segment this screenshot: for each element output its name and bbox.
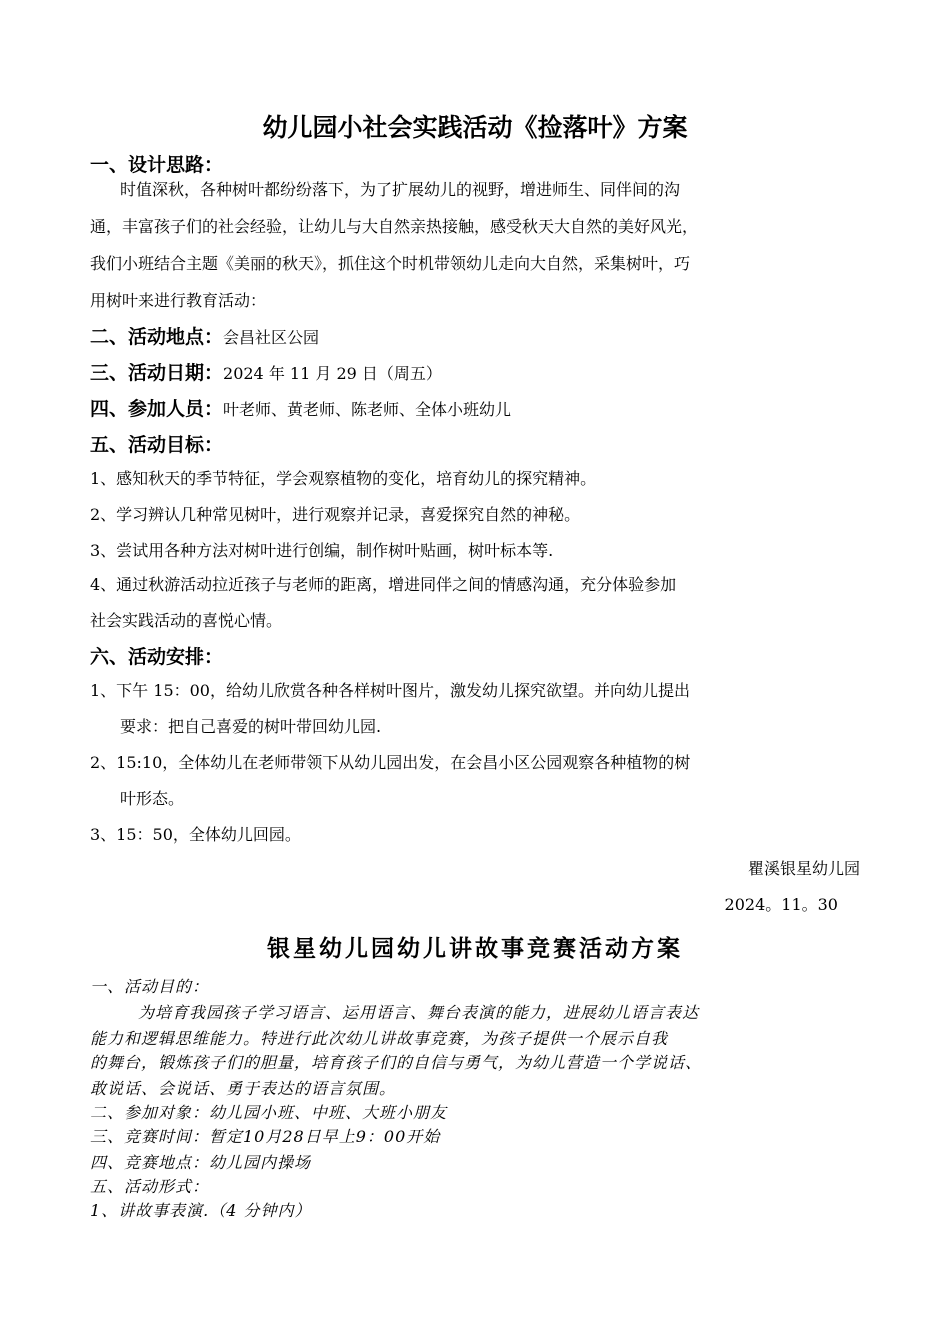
goal-item: 4、通过秋游活动拉近孩子与老师的距离，增进同伴之间的情感沟通，充分体验参加	[90, 575, 677, 594]
location-value: 会昌社区公园	[223, 328, 320, 347]
section-date	[90, 358, 442, 385]
section-location	[90, 322, 319, 349]
arrangement-item-continued: 叶形态。	[120, 789, 185, 808]
section-participants	[90, 394, 511, 421]
participants-value: 叶老师、黄老师、陈老师、全体小班幼儿	[223, 400, 512, 419]
arrangement-item-continued: 要求：把自己喜爱的树叶带回幼儿园.	[120, 717, 382, 736]
doc2-line: 为培育我园孩子学习语言、运用语言、舞台表演的能力，进展幼儿语言表达	[138, 1003, 700, 1022]
doc2-line: 1、讲故事表演.（4 分钟内）	[90, 1201, 312, 1220]
doc2-line: 四、竞赛地点：幼儿园内操场	[90, 1153, 312, 1172]
doc2-line: 三、竞赛时间：暂定10月28日早上9：00开始	[90, 1127, 441, 1146]
doc2-line: 敢说话、会说话、勇于表达的语言氛围。	[90, 1079, 397, 1098]
signature-organization: 瞿溪银星幼儿园	[747, 859, 860, 878]
design-paragraph-line: 时值深秋，各种树叶都纷纷落下，为了扩展幼儿的视野，增进师生、同伴间的沟	[120, 180, 681, 199]
design-paragraph-line: 用树叶来进行教育活动：	[90, 291, 267, 310]
doc2-line: 的舞台，锻炼孩子们的胆量，培育孩子们的自信与勇气，为幼儿营造一个学说话、	[90, 1053, 703, 1072]
goal-item: 3、尝试用各种方法对树叶进行创编，制作树叶贴画，树叶标本等.	[90, 541, 554, 560]
section-heading-design: 一、设计思路：	[90, 154, 224, 176]
arrangement-item: 1、下午 15：00，给幼儿欣赏各种各样树叶图片，激发幼儿探究欲望。并向幼儿提出	[90, 681, 690, 700]
second-document-title: 银星幼儿园幼儿讲故事竞赛活动方案	[267, 935, 683, 962]
arrangement-item: 3、15：50，全体幼儿回园。	[90, 825, 301, 844]
section-heading-participants: 四、参加人员：	[90, 398, 224, 420]
doc2-line: 能力和逻辑思维能力。特进行此次幼儿讲故事竞赛，为孩子提供一个展示自我	[90, 1029, 669, 1048]
date-value: 2024 年 11 月 29 日（周五）	[223, 364, 442, 383]
doc2-line: 二、参加对象：幼儿园小班、中班、大班小朋友	[90, 1103, 448, 1122]
design-paragraph-line: 我们小班结合主题《美丽的秋天》，抓住这个时机带领幼儿走向大自然，采集树叶，巧	[90, 254, 691, 273]
section-heading-arrangement: 六、活动安排：	[90, 646, 224, 668]
arrangement-item: 2、15:10，全体幼儿在老师带领下从幼儿园出发，在会昌小区公园观察各种植物的树	[90, 753, 691, 772]
section-heading-location: 二、活动地点：	[90, 326, 224, 348]
goal-item-continued: 社会实践活动的喜悦心情。	[90, 611, 283, 630]
section-heading-date: 三、活动日期：	[90, 362, 224, 384]
document-title: 幼儿园小社会实践活动《捡落叶》方案	[262, 113, 688, 142]
doc2-line: 五、活动形式：	[90, 1177, 210, 1196]
goal-item: 2、学习辨认几种常见树叶，进行观察并记录，喜爱探究自然的神秘。	[90, 505, 581, 524]
section-heading-goals: 五、活动目标：	[90, 434, 224, 456]
signature-date: 2024。11。30	[724, 895, 838, 914]
doc2-line: 一、活动目的：	[90, 977, 210, 996]
design-paragraph-line: 通，丰富孩子们的社会经验，让幼儿与大自然亲热接触，感受秋天大自然的美好风光，	[90, 217, 699, 236]
goal-item: 1、感知秋天的季节特征，学会观察植物的变化，培育幼儿的探究精神。	[90, 469, 597, 488]
